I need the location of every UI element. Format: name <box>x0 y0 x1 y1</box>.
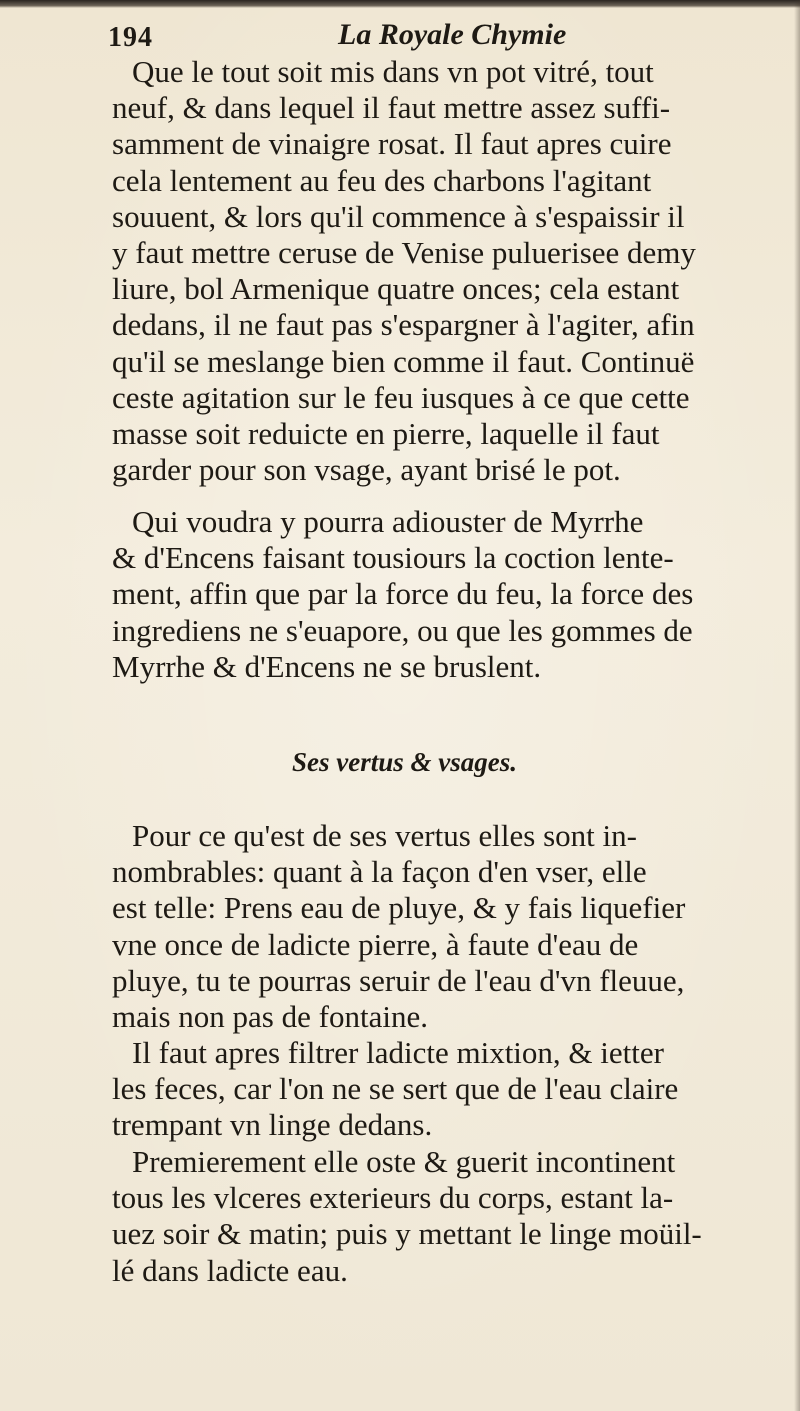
text-line: Premierement elle oste & guerit incontinent <box>132 1144 676 1179</box>
text-line: Il faut apres filtrer ladicte mixtion, & ietter <box>132 1035 664 1070</box>
text-line: qu'il se meslange bien comme il faut. Continuë <box>112 343 695 379</box>
text-line: uez soir & matin; puis y mettant le linge moüil- <box>112 1216 702 1252</box>
text-line: liure, bol Armenique quatre onces; cela estant <box>112 271 680 307</box>
text-line: mais non pas de fontaine. <box>112 998 428 1034</box>
page-number: 194 <box>108 22 153 53</box>
text-line: dedans, il ne faut pas s'espargner à l'agiter, afin <box>112 307 695 343</box>
text-line: souuent, & lors qu'il commence à s'espaissir il <box>112 198 685 234</box>
text-line: les feces, car l'on ne se sert que de l'eau claire <box>112 1071 679 1107</box>
text-line: nombrables: quant à la façon d'en vser, elle <box>112 854 647 890</box>
running-title: La Royale Chymie <box>338 18 567 51</box>
page-top-shadow <box>0 0 800 8</box>
paragraph-5 <box>112 1144 788 1289</box>
text-line: samment de vinaigre rosat. Il faut apres cuire <box>112 126 672 162</box>
text-line: trempant vn linge dedans. <box>112 1107 433 1143</box>
text-line: ingrediens ne s'euapore, ou que les gommes de <box>112 612 693 648</box>
text-line: est telle: Prens eau de pluye, & y fais liquefier <box>112 890 686 926</box>
page-header <box>108 14 788 58</box>
text-line: Que le tout soit mis dans vn pot vitré, tout <box>132 54 654 89</box>
text-line: Pour ce qu'est de ses vertus elles sont in- <box>132 818 637 853</box>
paragraph-1 <box>112 54 788 488</box>
text-line: masse soit reduicte en pierre, laquelle il faut <box>112 415 660 451</box>
text-line: tous les vlceres exterieurs du corps, estant la- <box>112 1180 674 1216</box>
text-line: vne once de ladicte pierre, à faute d'eau de <box>112 926 639 962</box>
text-line: garder pour son vsage, ayant brisé le pot. <box>112 452 621 488</box>
text-line: cela lentement au feu des charbons l'agitant <box>112 162 652 198</box>
text-line: & d'Encens faisant tousiours la coction lente- <box>112 540 674 576</box>
section-heading: Ses vertus & vsages. <box>292 747 517 777</box>
text-line: y faut mettre ceruse de Venise puluerisee demy <box>112 234 696 270</box>
text-line: pluye, tu te pourras seruir de l'eau d'vn fleuue, <box>112 962 685 998</box>
paragraph-4 <box>112 1035 788 1144</box>
text-line: ceste agitation sur le feu iusques à ce que cette <box>112 379 690 415</box>
text-line: neuf, & dans lequel il faut mettre assez suffi- <box>112 90 671 126</box>
page-edge-shadow <box>794 0 800 1411</box>
text-line: Myrrhe & d'Encens ne se bruslent. <box>112 648 542 684</box>
text-line: ment, affin que par la force du feu, la force des <box>112 576 694 612</box>
text-line: lé dans ladicte eau. <box>112 1252 348 1288</box>
paragraph-3 <box>112 818 788 1035</box>
paragraph-2 <box>112 504 788 685</box>
text-line: Qui voudra y pourra adiouster de Myrrhe <box>132 504 644 539</box>
